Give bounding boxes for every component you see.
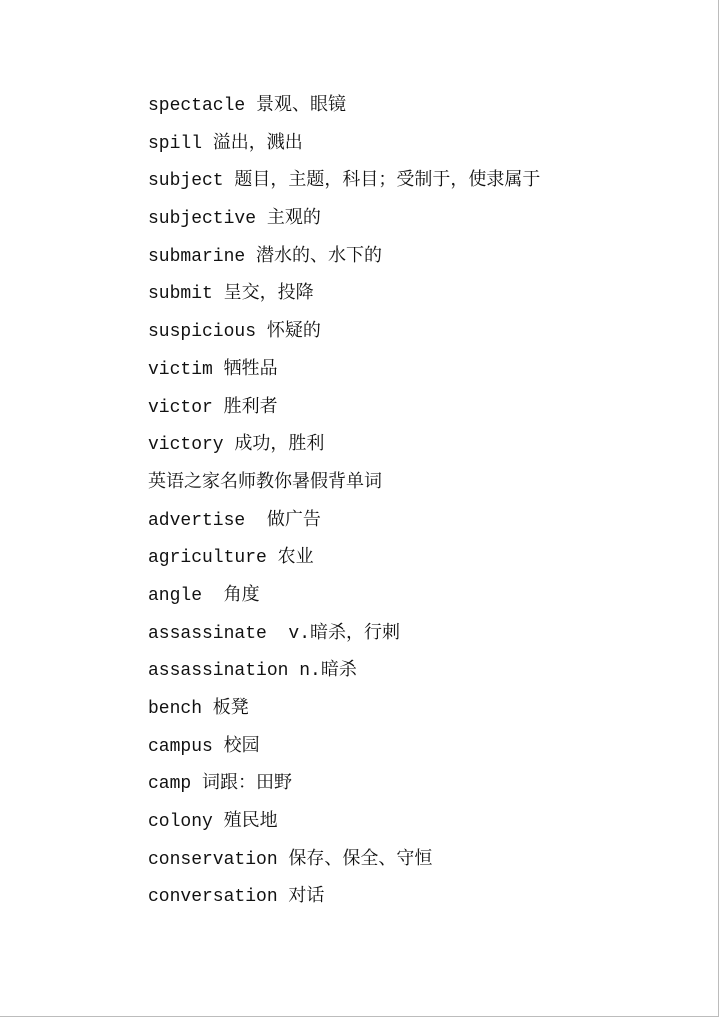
vocab-line: victory 成功，胜利 [148,435,325,456]
vocab-line: advertise 做广告 [148,510,321,531]
vocab-line: assassination n.暗杀 [148,661,357,682]
vocab-line: bench 板凳 [148,699,249,719]
vocab-line: angle 角度 [148,585,260,606]
vocab-line: victim 牺牲品 [148,359,278,380]
vocab-line: subject 题目，主题，科目；受制于，使隶属于 [148,171,541,192]
vocab-line: submarine 潜水的、水下的 [148,246,383,267]
vocab-line: spectacle 景观、眼镜 [148,96,347,116]
vocab-line: subjective 主观的 [148,209,321,230]
vocab-line: assassinate v.暗杀，行刺 [148,623,401,644]
vocabulary-list [148,93,688,922]
vocab-line: victor 胜利者 [148,397,278,418]
vocab-line: camp 词跟：田野 [148,774,293,795]
section-heading: 英语之家名师教你暑假背单词 [148,472,382,493]
vocab-line: submit 呈交，投降 [148,284,314,305]
vocab-line: colony 殖民地 [148,812,278,833]
vocab-line: conservation 保存、保全、守恒 [148,849,433,870]
vocab-line: conversation 对话 [148,887,325,908]
vocab-line: suspicious 怀疑的 [148,322,321,343]
vocab-line: spill 溢出，溅出 [148,133,303,154]
vocab-line: agriculture 农业 [148,548,314,569]
vocab-line: campus 校园 [148,736,260,757]
